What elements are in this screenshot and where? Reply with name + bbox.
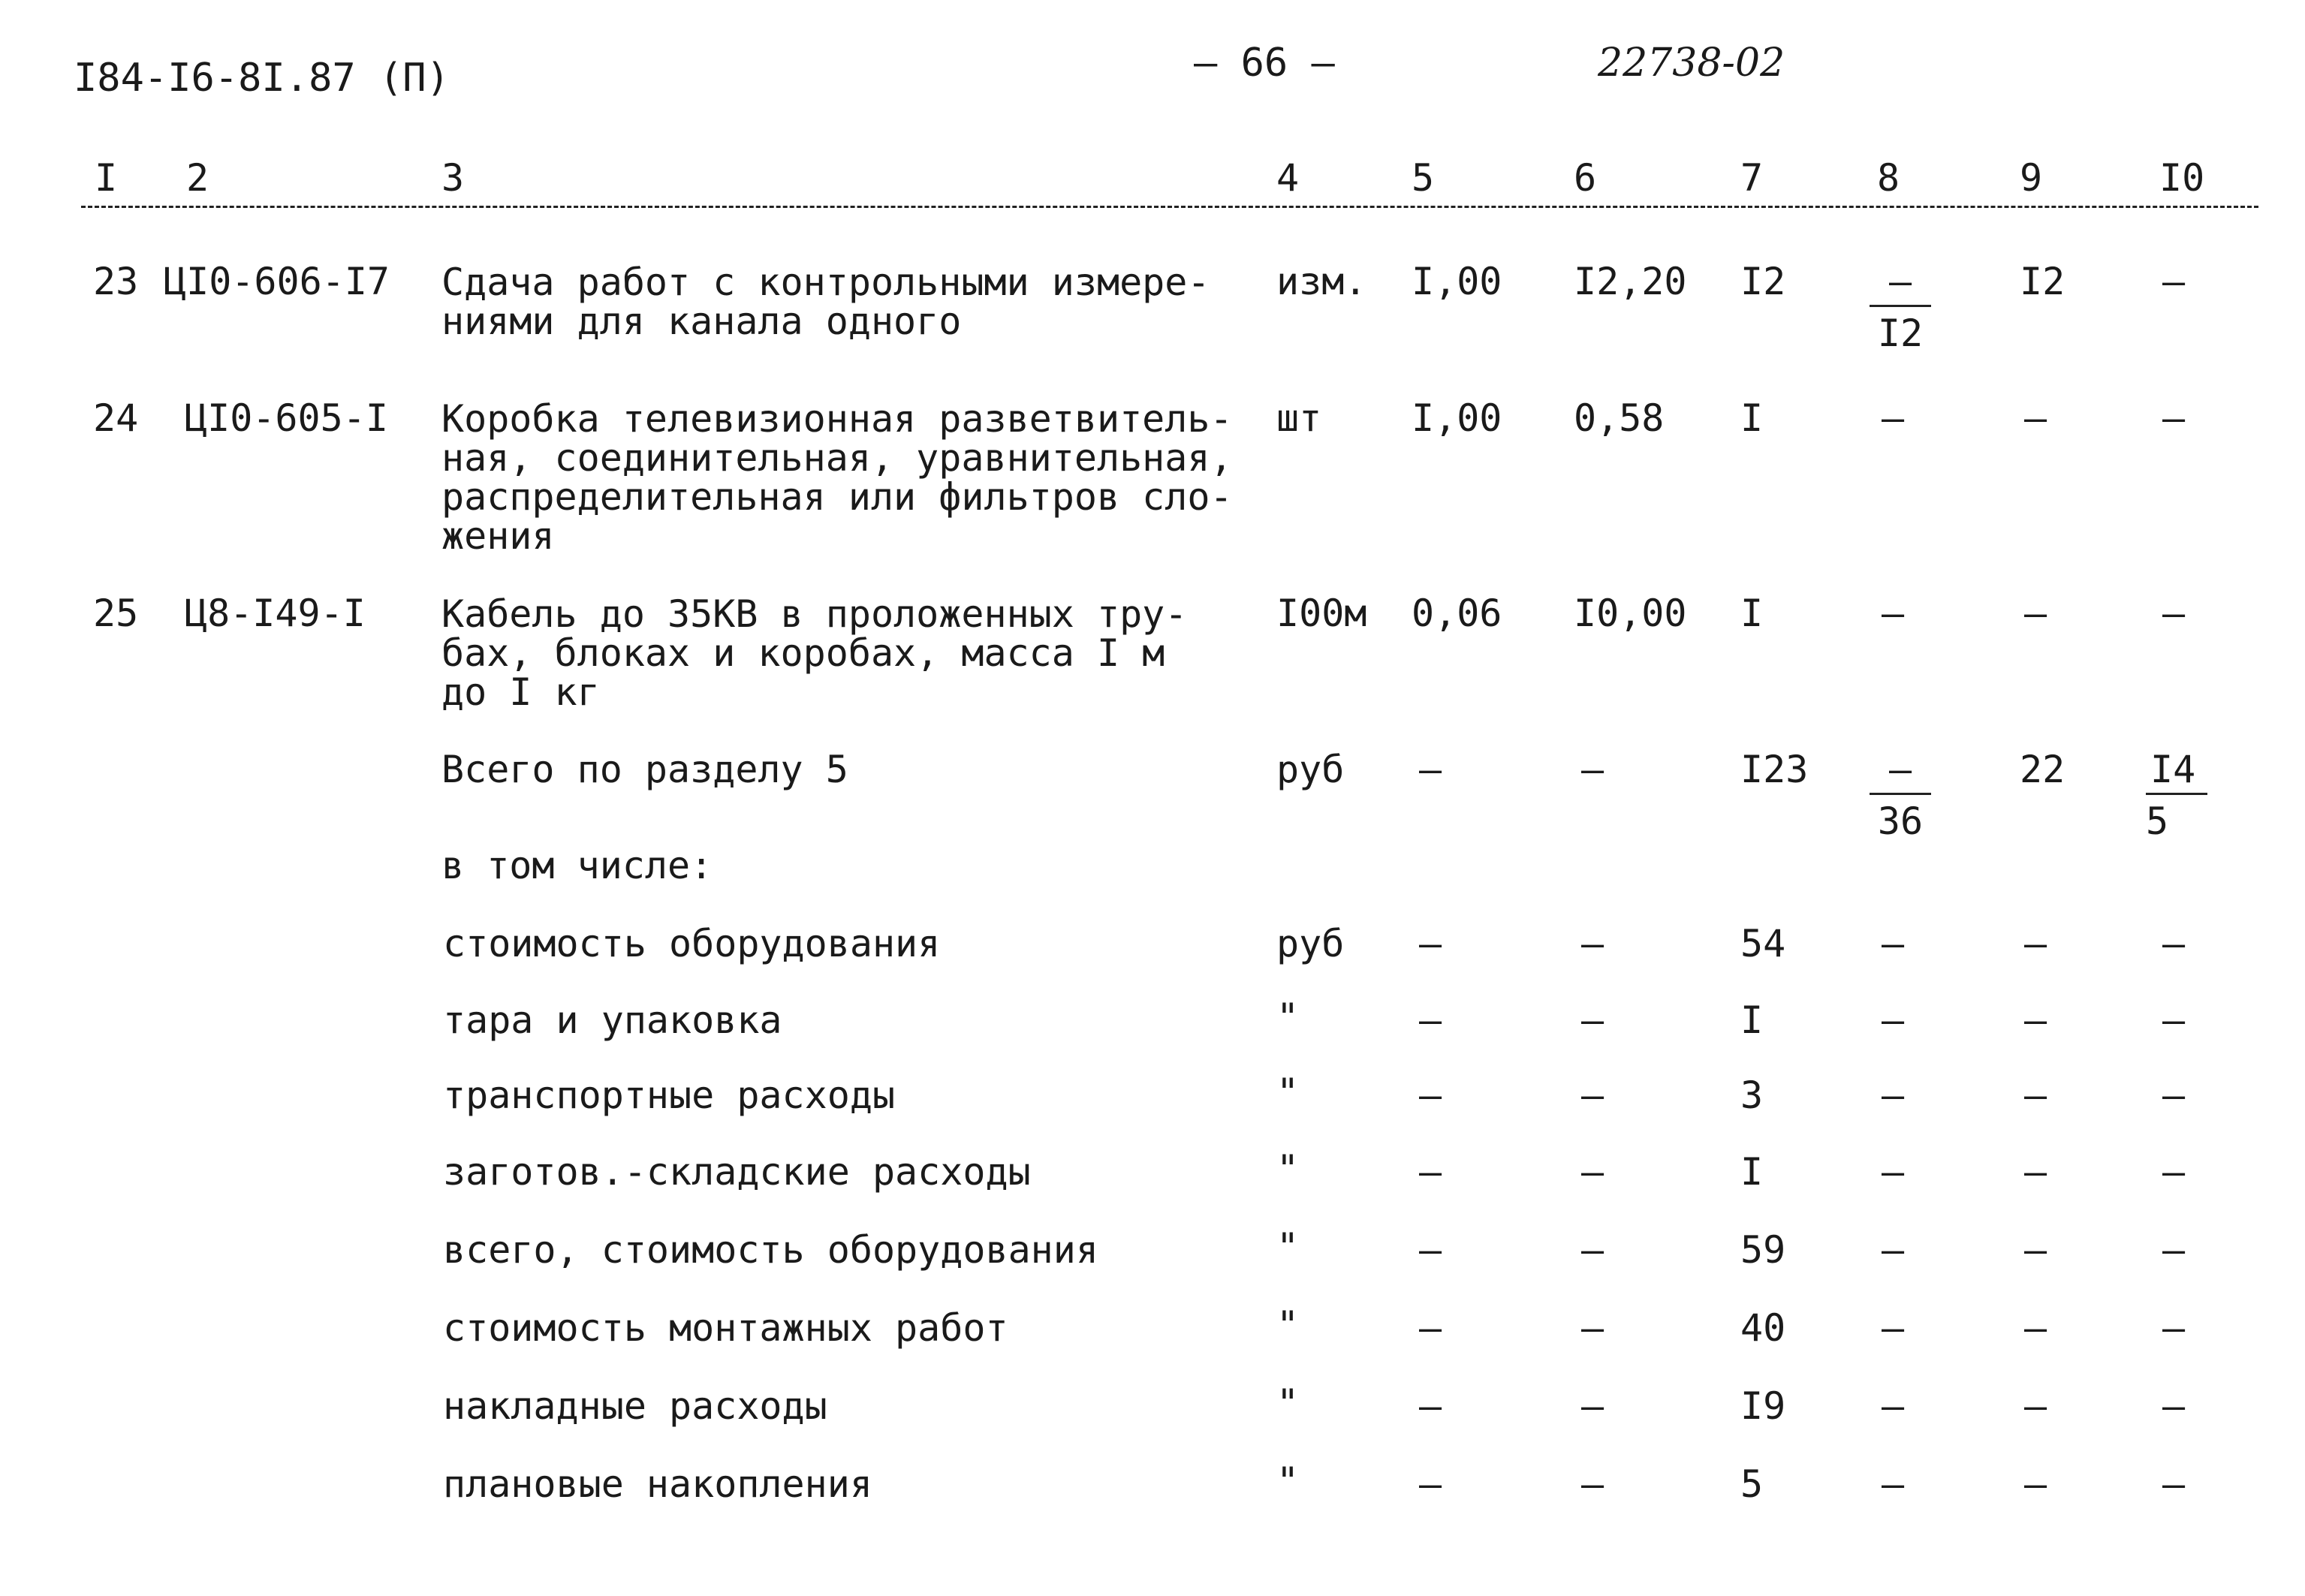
column-10-value: – (2162, 922, 2186, 965)
total: I (1740, 1150, 1764, 1194)
column-number: 9 (2020, 156, 2043, 200)
column-10-value: – (2162, 592, 2186, 635)
cost-item-label: плановые накопления (443, 1462, 872, 1506)
total: 59 (1740, 1228, 1786, 1272)
unit: " (1276, 995, 1300, 1039)
column-number: 2 (186, 156, 209, 200)
column-5-value: – (1419, 922, 1442, 965)
column-6-value: – (1581, 1306, 1604, 1350)
work-description-line: ная, соединительная, уравнительная, (441, 436, 1233, 480)
quantity: 0,06 (1412, 592, 1502, 635)
cost-item-label: стоимость монтажных работ (443, 1306, 1008, 1350)
total: 54 (1740, 922, 1786, 965)
column-6-value: – (1581, 1150, 1604, 1194)
column-6-value: – (1581, 922, 1604, 965)
work-description-line: Сдача работ с контрольными измере- (441, 260, 1210, 304)
column-10-value: – (2162, 1074, 2186, 1117)
column-6-value: – (1581, 1074, 1604, 1117)
fraction-value (2146, 748, 2207, 843)
quantity: – (1419, 748, 1442, 791)
quantity: I,00 (1412, 396, 1502, 440)
work-description-line: бах, блоках и коробах, масса I м (441, 631, 1165, 675)
column-9-value: – (2024, 1228, 2047, 1272)
column-number: 7 (1740, 156, 1764, 200)
column-5-value: – (1419, 998, 1442, 1042)
including-label: в том числе: (441, 844, 713, 887)
column-10-value: – (2162, 1384, 2186, 1428)
unit: " (1276, 1459, 1300, 1503)
column-number: 3 (441, 156, 465, 200)
handwritten-number: 22738-02 (1598, 41, 1785, 86)
unit-price: 0,58 (1574, 396, 1665, 440)
unit: изм. (1276, 260, 1367, 303)
norm-code: ЦI0-606-I7 (164, 260, 390, 303)
column-10-value: – (2162, 1462, 2186, 1506)
total: I9 (1740, 1384, 1786, 1428)
column-9-value: – (2024, 998, 2047, 1042)
column-5-value: – (1419, 1074, 1442, 1117)
total: 3 (1740, 1074, 1764, 1117)
column-8-value: – (1882, 998, 1905, 1042)
work-description-line: до I кг (441, 670, 600, 714)
column-8-value: – (1882, 592, 1905, 635)
column-8-value: – (1882, 922, 1905, 965)
column-6-value: – (1581, 998, 1604, 1042)
work-description-line: ниями для канала одного (441, 300, 962, 343)
norm-code: Ц8-I49-I (185, 592, 366, 635)
column-6-value: – (1581, 1462, 1604, 1506)
column-8-value: – (1882, 1074, 1905, 1117)
header-dashed-rule (81, 206, 2258, 208)
unit: " (1276, 1147, 1300, 1191)
column-number: 4 (1276, 156, 1300, 200)
fraction-numerator: – (1870, 263, 1931, 307)
column-number: 8 (1877, 156, 1900, 200)
column-number: I0 (2159, 156, 2205, 200)
column-10-value: – (2162, 260, 2186, 303)
unit: руб (1276, 748, 1345, 791)
norm-code: ЦI0-605-I (185, 396, 388, 440)
column-10-value: – (2162, 998, 2186, 1042)
column-9-value: – (2024, 396, 2047, 440)
unit: " (1276, 1303, 1300, 1347)
column-9-value: 22 (2020, 748, 2065, 791)
work-description-line: Коробка телевизионная разветвитель- (441, 397, 1233, 441)
fraction-value (1870, 260, 1931, 355)
unit: руб (1276, 922, 1345, 965)
column-9-value: – (2024, 1462, 2047, 1506)
unit: I00м (1276, 592, 1367, 635)
row-number: 24 (93, 396, 139, 440)
column-number: 5 (1412, 156, 1435, 200)
quantity: I,00 (1412, 260, 1502, 303)
column-10-value: – (2162, 1150, 2186, 1194)
total: I (1740, 396, 1764, 440)
column-5-value: – (1419, 1384, 1442, 1428)
column-5-value: – (1419, 1150, 1442, 1194)
column-10-value: – (2162, 1228, 2186, 1272)
fraction-value (1870, 748, 1931, 843)
column-8-value: – (1882, 1306, 1905, 1350)
column-8-value: – (1882, 1462, 1905, 1506)
cost-item-label: заготов.-складские расходы (443, 1150, 1031, 1194)
fraction-denominator: 5 (2146, 800, 2169, 843)
column-10-value: – (2162, 396, 2186, 440)
unit: " (1276, 1225, 1300, 1269)
total: 40 (1740, 1306, 1786, 1350)
column-5-value: – (1419, 1306, 1442, 1350)
column-9-value: – (2024, 1074, 2047, 1117)
page-number: – 66 – (1194, 41, 1335, 86)
column-8-value: – (1882, 1384, 1905, 1428)
work-description-line: распределительная или фильтров сло- (441, 475, 1233, 519)
cost-item-label: накладные расходы (443, 1384, 827, 1428)
cost-item-label: стоимость оборудования (443, 922, 941, 965)
total: I23 (1740, 748, 1809, 791)
column-8-value: – (1882, 1150, 1905, 1194)
unit: " (1276, 1381, 1300, 1425)
column-8-value: – (1882, 1228, 1905, 1272)
work-description-line: жения (441, 514, 555, 558)
column-9-value: – (2024, 592, 2047, 635)
column-6-value: – (1581, 1384, 1604, 1428)
fraction-numerator: – (1870, 751, 1931, 795)
unit-price: – (1581, 748, 1604, 791)
column-5-value: – (1419, 1228, 1442, 1272)
fraction-denominator: I2 (1877, 312, 1924, 355)
row-number: 23 (93, 260, 139, 303)
column-10-value: – (2162, 1306, 2186, 1350)
column-5-value: – (1419, 1462, 1442, 1506)
total: I2 (1740, 260, 1786, 303)
column-9-value: – (2024, 922, 2047, 965)
column-9-value: – (2024, 1150, 2047, 1194)
total: 5 (1740, 1462, 1764, 1506)
work-description-line: Кабель до 35КВ в проложенных тру- (441, 592, 1188, 636)
fraction-numerator: I4 (2146, 751, 2207, 795)
unit: " (1276, 1071, 1300, 1114)
column-8-value: – (1882, 396, 1905, 440)
unit: шт (1276, 396, 1322, 440)
cost-item-label: тара и упаковка (443, 998, 782, 1042)
column-9-value: – (2024, 1384, 2047, 1428)
unit-price: I2,20 (1574, 260, 1687, 303)
column-9-value: I2 (2020, 260, 2065, 303)
fraction-denominator: 36 (1877, 800, 1924, 843)
column-9-value: – (2024, 1306, 2047, 1350)
cost-item-label: всего, стоимость оборудования (443, 1228, 1098, 1272)
cost-item-label: транспортные расходы (443, 1074, 896, 1117)
section-total-label: Всего по разделу 5 (441, 748, 848, 791)
column-number: I (95, 156, 118, 200)
document-code: I84-I6-8I.87 (П) (74, 56, 450, 101)
total: I (1740, 998, 1764, 1042)
column-6-value: – (1581, 1228, 1604, 1272)
total: I (1740, 592, 1764, 635)
row-number: 25 (93, 592, 139, 635)
column-number-row (0, 156, 2305, 212)
column-number: 6 (1574, 156, 1597, 200)
unit-price: I0,00 (1574, 592, 1687, 635)
